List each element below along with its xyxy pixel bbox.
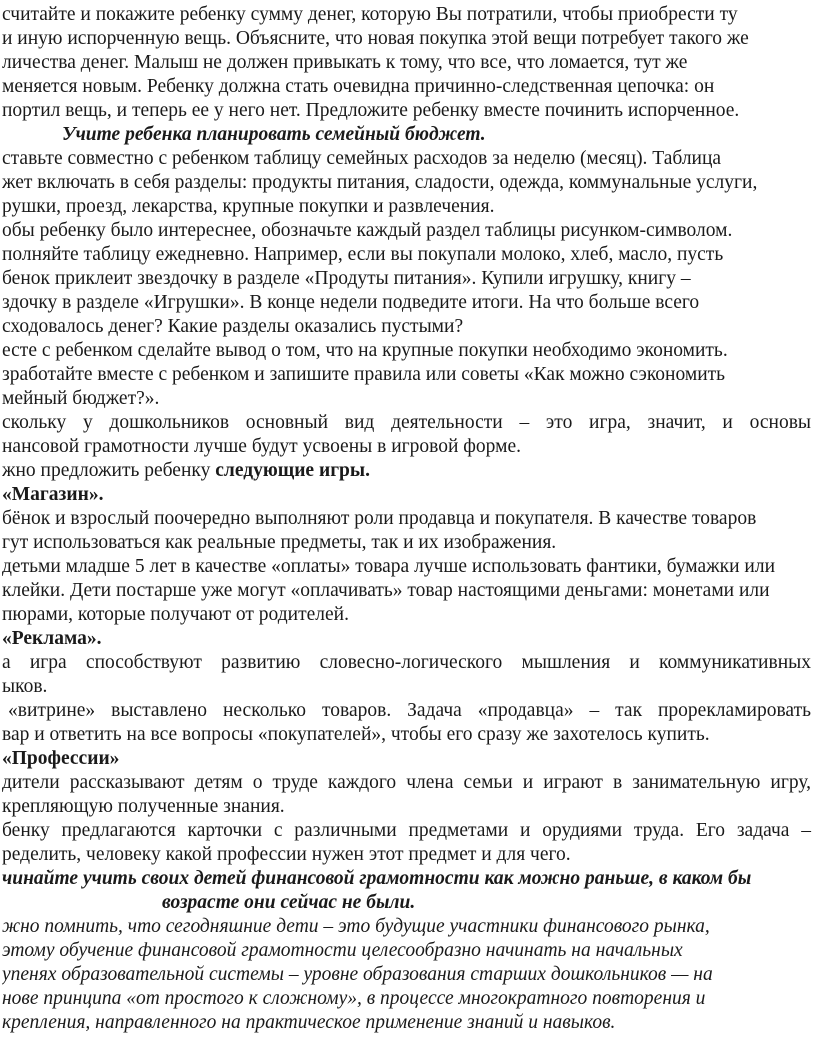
text-run: портил вещь, и теперь ее у него нет. Предложите ребенку вместе починить испорченное. <box>2 100 740 121</box>
text-line <box>8 699 816 723</box>
text-run: возрасте они сейчас не были. <box>162 892 416 913</box>
text-run: вар и ответить на все вопросы «покупателей», чтобы его сразу же захотелось купить. <box>2 724 710 745</box>
text-line <box>2 339 816 363</box>
text-run: нове принципа «от простого к сложному», в процессе многократного повторения и <box>2 988 706 1009</box>
text-line <box>2 867 816 891</box>
text-line <box>2 843 816 867</box>
text-line <box>2 963 816 987</box>
text-run: детьми младше 5 лет в качестве «оплаты» товара лучше использовать фантики, бумажки или <box>2 556 776 577</box>
text-line <box>2 243 816 267</box>
text-line <box>2 315 816 339</box>
text-run: «Магазин». <box>2 484 104 505</box>
text-run: бёнок и взрослый поочередно выполняют роли продавца и покупателя. В качестве товаров <box>2 508 757 529</box>
text-line <box>2 819 816 843</box>
text-run: рушки, проезд, лекарства, крупные покупки и развлечения. <box>2 196 495 217</box>
text-line <box>2 435 816 459</box>
text-run: сходовалось денег? Какие разделы оказались пустыми? <box>2 316 464 337</box>
text-run: бенку предлагаются карточки с различными предметами и орудиями труда. Его задача – <box>2 820 811 841</box>
text-run: «Реклама». <box>2 628 102 649</box>
text-run: ставьте совместно с ребенком таблицу семейных расходов за неделю (месяц). Таблица <box>2 148 722 169</box>
text-run: ыков. <box>2 676 48 697</box>
text-run: мейный бюджет?». <box>2 388 160 409</box>
text-line <box>2 75 816 99</box>
text-line <box>2 195 816 219</box>
text-line <box>2 171 816 195</box>
text-line <box>2 363 816 387</box>
text-run: а игра способствуют развитию словесно-логического мышления и коммуникативных <box>2 652 811 673</box>
text-line <box>2 987 816 1011</box>
text-line <box>2 459 816 483</box>
text-line <box>2 387 816 411</box>
text-line <box>2 651 816 675</box>
text-line <box>2 795 816 819</box>
text-line <box>2 99 816 123</box>
text-line <box>162 891 816 915</box>
text-run: считайте и покажите ребенку сумму денег, которую Вы потратили, чтобы приобрести ту <box>2 4 738 25</box>
text-line <box>2 627 816 651</box>
text-run: бенок приклеит звездочку в разделе «Продуты питания». Купили игрушку, книгу – <box>2 268 691 289</box>
text-run: клейки. Дети постарше уже могут «оплачивать» товар настоящими деньгами: монетами или <box>2 580 770 601</box>
text-line <box>2 771 816 795</box>
text-run: есте с ребенком сделайте вывод о том, что на крупные покупки необходимо экономить. <box>2 340 728 361</box>
text-line <box>2 555 816 579</box>
text-line <box>2 147 816 171</box>
text-run: жет включать в себя разделы: продукты питания, сладости, одежда, коммунальные услуги, <box>2 172 758 193</box>
text-run: крепляющую полученные знания. <box>2 796 285 817</box>
text-run: упенях образовательной системы – уровне образования старших дошкольников — на <box>2 964 713 985</box>
text-line <box>2 603 816 627</box>
text-run: обы ребенку было интереснее, обозначьте каждый раздел таблицы рисунком-символом. <box>2 220 733 241</box>
text-run: ределить, человеку какой профессии нужен этот предмет и для чего. <box>2 844 571 865</box>
text-line <box>2 723 816 747</box>
text-run: следующие игры. <box>215 460 370 481</box>
text-line <box>2 291 816 315</box>
text-run: чинайте учить своих детей финансовой грамотности как можно раньше, в каком бы <box>2 868 752 889</box>
text-run: здочку в разделе «Игрушки». В конце недели подведите итоги. На что больше всего <box>2 292 700 313</box>
text-run: крепления, направленного на практическое применение знаний и навыков. <box>2 1012 616 1033</box>
text-line <box>2 3 816 27</box>
text-run: пюрами, которые получают от родителей. <box>2 604 349 625</box>
text-run: жно помнить, что сегодняшние дети – это будущие участники финансового рынка, <box>2 916 710 937</box>
text-line <box>2 579 816 603</box>
text-line <box>2 675 816 699</box>
text-line <box>2 1011 816 1035</box>
text-line <box>2 939 816 963</box>
text-line <box>2 915 816 939</box>
text-line <box>2 267 816 291</box>
text-run: Учите ребенка планировать семейный бюджет. <box>62 124 486 145</box>
text-line <box>62 123 816 147</box>
text-run: полняйте таблицу ежедневно. Например, если вы покупали молоко, хлеб, масло, пусть <box>2 244 724 265</box>
text-run: зработайте вместе с ребенком и запишите правила или советы «Как можно сэкономить <box>2 364 726 385</box>
text-run: «Профессии» <box>2 748 120 769</box>
text-line <box>2 747 816 771</box>
text-line <box>2 219 816 243</box>
text-line <box>2 483 816 507</box>
text-run: этому обучение финансовой грамотности целесообразно начинать на начальных <box>2 940 683 961</box>
text-run: жно предложить ребенку <box>2 460 216 481</box>
text-run: меняется новым. Ребенку должна стать очевидна причинно-следственная цепочка: он <box>2 76 715 97</box>
text-line <box>2 531 816 555</box>
text-line <box>2 51 816 75</box>
text-run: гут использоваться как реальные предметы, так и их изображения. <box>2 532 557 553</box>
text-run: «витрине» выставлено несколько товаров. Задача «продавца» – так прорекламировать <box>8 700 811 721</box>
text-run: дители рассказывают детям о труде каждого члена семьи и играют в занимательную игру, <box>2 772 811 793</box>
text-line <box>2 507 816 531</box>
text-line <box>2 411 816 435</box>
text-run: скольку у дошкольников основный вид деятельности – это игра, значит, и основы <box>2 412 811 433</box>
text-line <box>2 27 816 51</box>
text-run: нансовой грамотности лучше будут усвоены в игровой форме. <box>2 436 521 457</box>
text-run: и иную испорченную вещь. Объясните, что новая покупка этой вещи потребует такого же <box>2 28 749 49</box>
text-run: личества денег. Малыш не должен привыкать к тому, что все, что ломается, тут же <box>2 52 688 73</box>
